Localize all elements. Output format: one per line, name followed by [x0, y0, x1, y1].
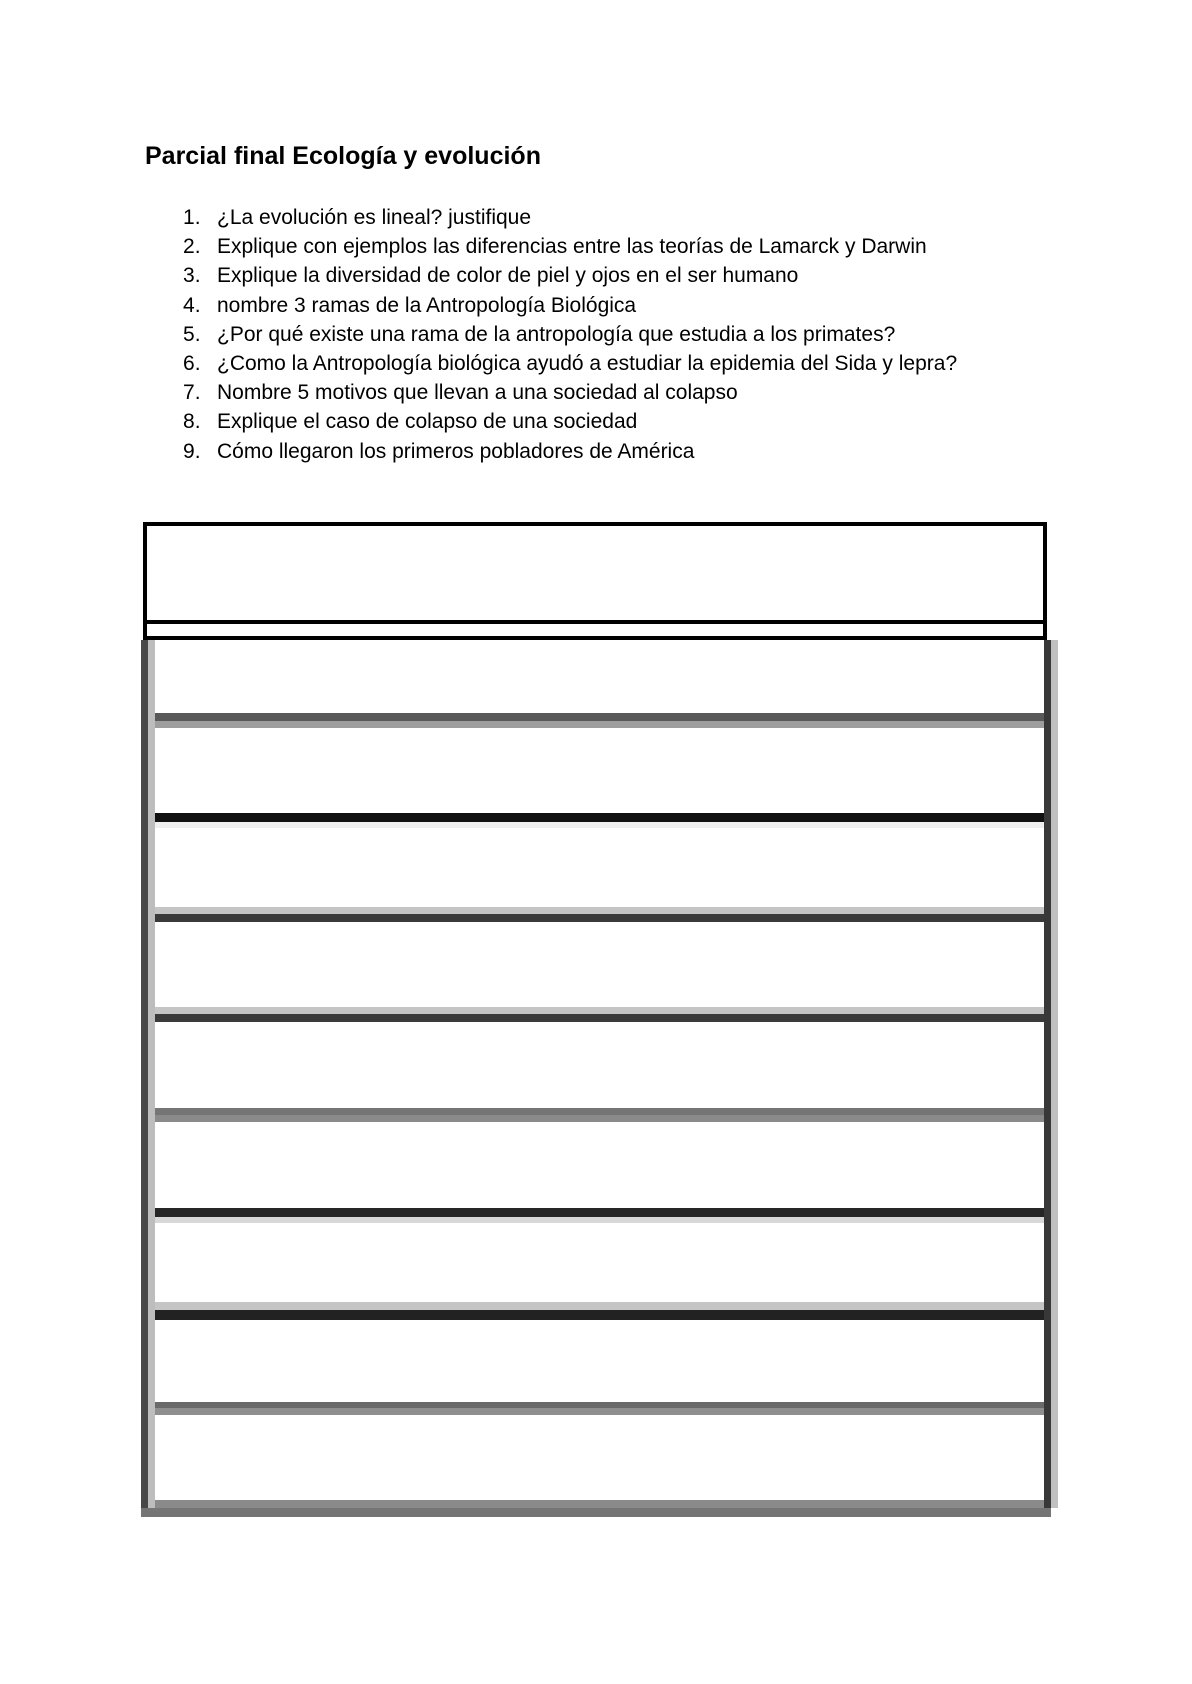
row-separator-shadow [141, 907, 1051, 922]
answer-header-box [143, 522, 1047, 640]
question-item: Explique la diversidad de color de piel y ojos en el ser humano [217, 264, 799, 288]
question-item: ¿Como la Antropología biológica ayudó a estudiar la epidemia del Sida y lepra? [217, 352, 958, 376]
question-item: Explique con ejemplos las diferencias entre las teorías de Lamarck y Darwin [217, 235, 927, 259]
row-separator-shadow [141, 1402, 1051, 1415]
question-list [183, 203, 957, 466]
answer-row [155, 1320, 1044, 1402]
answer-row [155, 1415, 1044, 1500]
answer-row [155, 728, 1044, 813]
answer-row [155, 922, 1044, 1007]
answer-row [155, 1123, 1044, 1208]
header-box-row-divider [143, 620, 1047, 624]
row-separator-shadow [141, 1302, 1051, 1320]
stack-left-border [141, 640, 148, 1508]
stack-right-shadow [1051, 640, 1058, 1508]
answer-row [155, 828, 1044, 907]
page-title: Parcial final Ecología y evolución [145, 142, 541, 170]
question-item: Explique el caso de colapso de una sociedad [217, 410, 638, 434]
row-separator-border [141, 813, 1051, 828]
stack-left-shadow [148, 640, 155, 1508]
question-item: ¿La evolución es lineal? justifique [217, 206, 532, 229]
row-separator-shadow [141, 1007, 1051, 1022]
row-separator-shadow [141, 713, 1051, 728]
question-item: nombre 3 ramas de la Antropología Biológica [217, 293, 637, 317]
answer-row [155, 1223, 1044, 1302]
question-item: Nombre 5 motivos que llevan a una sociedad al colapso [217, 381, 738, 405]
stack-bottom-shadow [141, 1500, 1051, 1517]
answer-rows-stack [141, 640, 1058, 1517]
question-item: Cómo llegaron los primeros pobladores de América [217, 439, 695, 463]
answer-row [155, 1022, 1044, 1108]
row-separator-border [141, 1208, 1051, 1223]
answer-row [155, 640, 1044, 713]
stack-right-border [1044, 640, 1051, 1508]
question-item: ¿Por qué existe una rama de la antropología que estudia a los primates? [217, 322, 896, 346]
row-separator-shadow [141, 1108, 1051, 1122]
